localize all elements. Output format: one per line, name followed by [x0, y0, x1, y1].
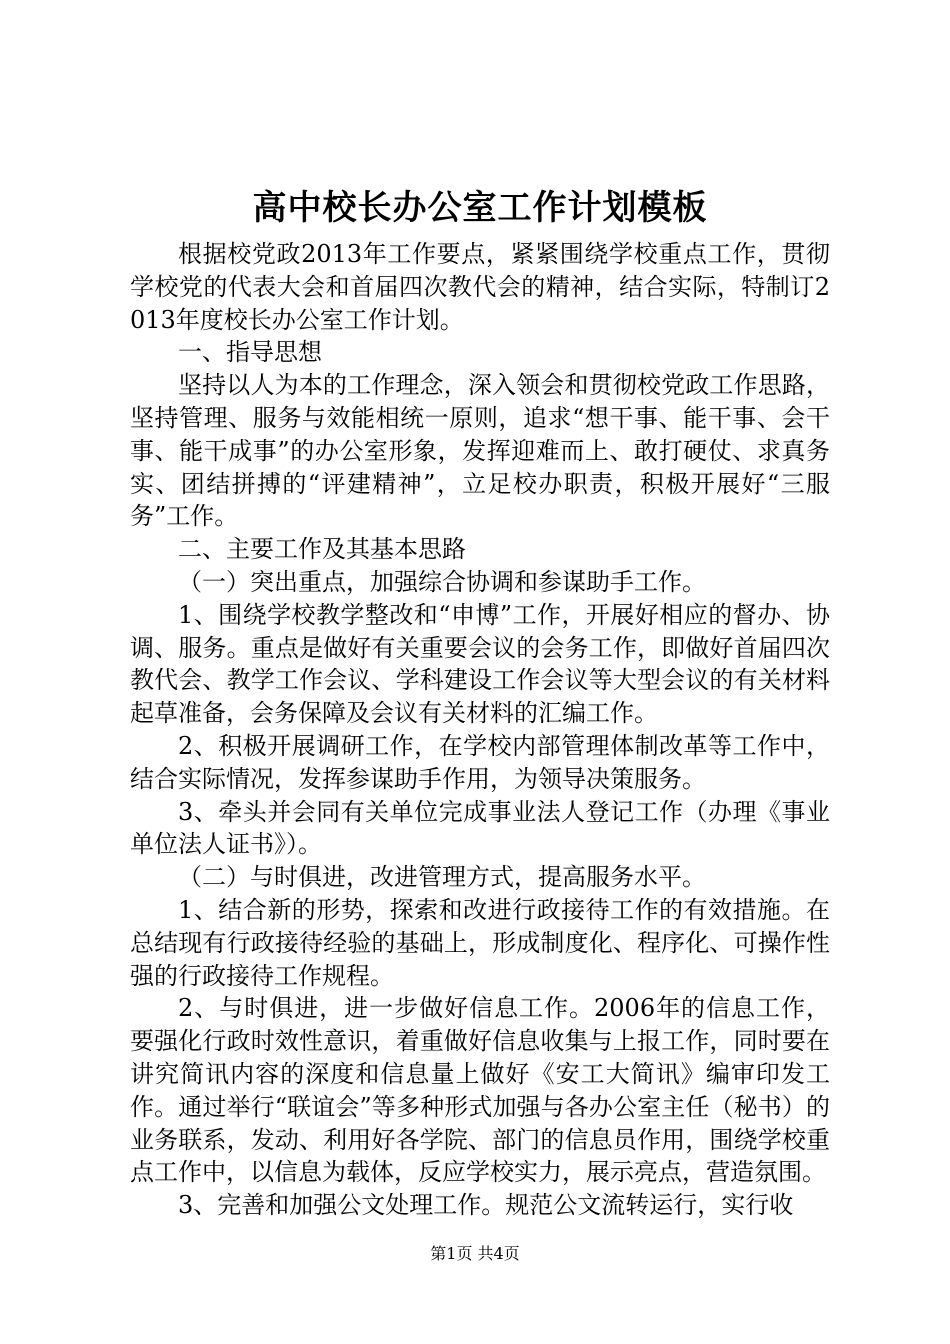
subsection-heading-2: （二）与时俱进，改进管理方式，提高服务水平。	[178, 863, 706, 892]
document-page	[130, 182, 830, 1222]
paragraph-item-1-2: 2、积极开展调研工作，在学校内部管理体制改革等工作中，结合实际情况，发挥参谋助手作用，为领导决策服务。	[130, 731, 830, 793]
paragraph-item-1-1: 1、围绕学校教学整改和“申博”工作，开展好相应的督办、协调、服务。重点是做好有关重要会议的会务工作，即做好首届四次教代会、教学工作会议、学科建设工作会议等大型会议的有关材料起草准备，会务保障及会议有关材料的汇编工作。	[130, 600, 830, 728]
subsection-heading-1: （一）突出重点，加强综合协调和参谋助手工作。	[178, 567, 706, 596]
paragraph-guiding-ideology: 坚持以人为本的工作理念，深入领会和贯彻校党政工作思路，坚持管理、服务与效能相统一原则，追求“想干事、能干事、会干事、能干成事”的办公室形象，发挥迎难而上、敢打硬仗、求真务实、团结拼搏的“评建精神”，立足校办职责，积极开展好“三服务”工作。	[130, 371, 830, 531]
page-footer: 第1页 共4页	[430, 1244, 520, 1263]
section-heading-guiding-ideology: 一、指导思想	[178, 338, 322, 367]
paragraph-item-2-2: 2、与时俱进，进一步做好信息工作。2006年的信息工作，要强化行政时效性意识，着重做好信息收集与上报工作，同时要在讲究简讯内容的深度和信息量上做好《安工大简讯》编审印发工作。通过举行“联谊会”等多种形式加强与各办公室主任（秘书）的业务联系，发动、利用好各学院、部门的信息员作用，围绕学校重点工作中，以信息为载体，反应学校实力，展示亮点，营造氛围。	[130, 994, 830, 1187]
paragraph-intro: 根据校党政2013年工作要点，紧紧围绕学校重点工作，贯彻学校党的代表大会和首届四次教代会的精神，结合实际，特制订2013年度校长办公室工作计划。	[130, 240, 830, 334]
paragraph-item-1-3: 3、牵头并会同有关单位完成事业法人登记工作（办理《事业单位法人证书》）。	[130, 797, 830, 859]
paragraph-item-2-1: 1、结合新的形势，探索和改进行政接待工作的有效措施。在总结现有行政接待经验的基础上，形成制度化、程序化、可操作性强的行政接待工作规程。	[130, 895, 830, 990]
section-heading-main-work: 二、主要工作及其基本思路	[178, 535, 466, 564]
paragraph-item-2-3: 3、完善和加强公文处理工作。规范公文流转运行，实行收	[178, 1191, 794, 1220]
document-title: 高中校长办公室工作计划模板	[252, 188, 708, 228]
